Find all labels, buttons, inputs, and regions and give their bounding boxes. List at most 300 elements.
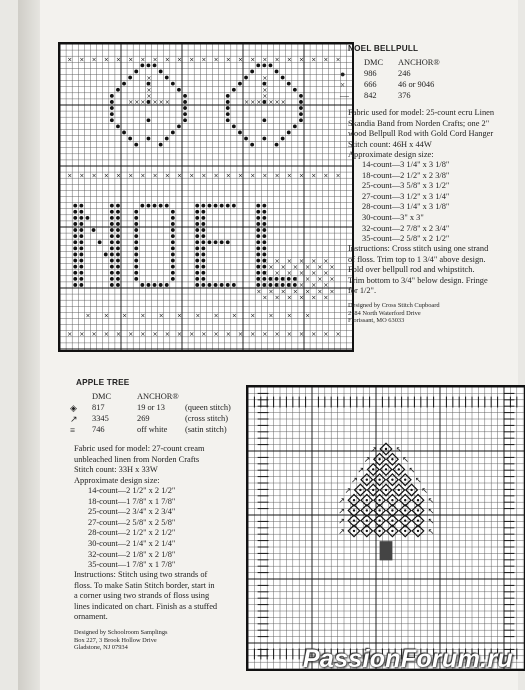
dot-symbol-icon: ● [340, 69, 346, 80]
size-line: 28-count—2 1/2" x 2 1/2" [88, 528, 176, 538]
cross-stitch: × [164, 99, 170, 107]
dot-stitch [73, 240, 77, 244]
dot-stitch [116, 222, 120, 226]
cross-stitch-arrow: ↖ [427, 496, 435, 506]
dot-stitch [250, 70, 254, 74]
queen-stitch-center [417, 499, 419, 501]
noel-title: NOEL BELLPULL [348, 44, 419, 53]
dot-stitch [299, 118, 303, 122]
queen-stitch-center [353, 499, 355, 501]
cross-stitch: × [91, 56, 97, 64]
dot-stitch [79, 277, 83, 281]
queen-stitch-center [391, 479, 393, 481]
dot-stitch [220, 204, 224, 208]
cross-stitch: × [323, 257, 329, 265]
cross-stitch: × [262, 331, 268, 338]
dot-stitch [134, 228, 138, 232]
cross-stitch: × [152, 99, 158, 107]
cross-stitch: × [298, 270, 305, 277]
cross-stitch: × [176, 172, 183, 180]
dot-stitch [159, 143, 163, 147]
dot-stitch [110, 222, 114, 226]
dot-stitch [238, 131, 242, 135]
cross-stitch: × [158, 312, 164, 320]
cross-stitch: × [335, 331, 341, 338]
instruction-line: lines indicated on chart. Finish as a stuffed [74, 601, 218, 611]
queen-stitch-center [366, 509, 368, 511]
dot-stitch [281, 137, 285, 141]
apple-legend [70, 392, 231, 436]
dot-stitch [201, 222, 205, 226]
dot-stitch [116, 283, 120, 287]
dot-stitch [110, 106, 114, 110]
credit-line: Designed by Cross Stitch Cupboard [348, 302, 440, 309]
dot-stitch [79, 283, 83, 287]
cross-stitch: × [268, 312, 274, 320]
dot-stitch [287, 82, 291, 86]
cross-stitch-arrow: ↗ [344, 485, 352, 495]
cross-stitch-arrow: ↗ [363, 455, 371, 465]
cross-stitch: × [268, 99, 274, 107]
dot-stitch [195, 271, 199, 275]
tree-trunk [380, 541, 393, 560]
dot-stitch [195, 240, 199, 244]
dot-stitch [79, 240, 83, 244]
grid-lines [60, 44, 352, 350]
dot-stitch [116, 228, 120, 232]
fabric-line: Fabric used for model: 25-count ecru Linen [348, 108, 495, 117]
dot-stitch [226, 118, 230, 122]
queen-stitch-center [372, 489, 374, 491]
dot-stitch [116, 234, 120, 238]
dot-stitch [201, 240, 205, 244]
dot-stitch [195, 277, 199, 281]
cross-stitch: × [231, 312, 237, 320]
cross-stitch: × [262, 99, 268, 107]
apple-design-sizes [74, 486, 175, 571]
queen-stitch-center [385, 448, 387, 450]
size-line: 25-count—3 5/8" x 3 1/2" [362, 181, 450, 191]
dot-stitch [79, 210, 83, 214]
dot-stitch [183, 94, 187, 98]
cross-stitch-arrow: ↖ [402, 455, 409, 465]
noel-design-sizes [348, 160, 449, 245]
cross-stitch: × [274, 99, 280, 107]
cross-stitch: × [140, 331, 146, 338]
cross-stitch: × [201, 56, 207, 64]
dot-stitch [171, 131, 175, 135]
dot-stitch [128, 137, 132, 141]
dot-stitch [256, 259, 260, 263]
legend-note: (cross stitch) [185, 414, 229, 424]
dot-stitch [195, 246, 199, 250]
legend-anchor: off white [137, 425, 168, 435]
dot-stitch [171, 82, 175, 86]
cross-stitch: × [213, 172, 219, 180]
cross-stitch: × [176, 312, 183, 320]
queen-stitch-center [417, 530, 419, 532]
dot-stitch [134, 246, 138, 250]
cross-stitch: × [146, 93, 152, 101]
cross-stitch: × [164, 172, 170, 180]
cross-stitch: × [256, 288, 262, 296]
dot-stitch [269, 283, 273, 287]
dot-stitch [208, 240, 212, 244]
dot-stitch [73, 234, 77, 238]
cross-stitch: × [140, 172, 146, 180]
dot-stitch [134, 143, 138, 147]
dot-stitch [110, 253, 114, 257]
dot-stitch [275, 277, 279, 281]
cross-stitch-arrow: ↖ [427, 506, 435, 516]
legend-anchor: 19 or 13 [137, 403, 165, 413]
queen-stitch-center [391, 499, 393, 501]
dot-stitch [226, 204, 230, 208]
dot-stitch [116, 277, 120, 281]
credit-line: Designed by Schoolroom Samplings [74, 629, 168, 636]
cross-stitch: × [305, 263, 311, 271]
dot-stitch [79, 253, 83, 257]
instruction-line: ornament. [74, 612, 108, 622]
legend-dmc: 986 [364, 69, 377, 79]
cross-stitch: × [67, 331, 73, 338]
dot-stitch [134, 265, 138, 269]
dot-stitch [165, 137, 169, 141]
dot-stitch [244, 137, 248, 141]
dot-stitch [134, 271, 138, 275]
size-line: 28-count—3 1/4" x 3 1/8" [362, 202, 450, 212]
cross-stitch: × [286, 172, 292, 180]
cross-stitch: × [323, 294, 329, 302]
cross-stitch: × [329, 263, 335, 271]
dot-stitch [256, 204, 260, 208]
cross-stitch: × [286, 312, 292, 320]
dot-stitch [134, 277, 138, 281]
cross-stitch: × [274, 270, 280, 277]
dot-stitch [299, 106, 303, 110]
dot-stitch [110, 277, 114, 281]
dot-stitch [73, 216, 77, 220]
dot-stitch [201, 228, 205, 232]
cross-stitch: × [335, 56, 341, 64]
queen-stitch-center [391, 519, 393, 521]
dot-stitch [287, 277, 291, 281]
apple-instructions [74, 570, 217, 623]
queen-stitch-center [372, 468, 374, 470]
dot-stitch [171, 253, 175, 257]
size-line: 32-count—2 1/8" x 2 1/8" [88, 549, 176, 559]
cross-stitch: × [140, 99, 146, 107]
dot-stitch [262, 210, 266, 214]
dot-stitch [122, 131, 126, 135]
dot-stitch [275, 143, 279, 147]
dot-stitch [140, 283, 144, 287]
size-line: 25-count—2 3/4" x 2 3/4" [88, 507, 176, 517]
dot-stitch [110, 210, 114, 214]
dot-stitch [256, 228, 260, 232]
dot-stitch [79, 222, 83, 226]
instruction-line: Instructions: Cross stitch using one strand [348, 244, 489, 253]
queen-stitch-center [398, 489, 400, 491]
cross-stitch: × [305, 312, 311, 320]
size-line: 30-count—2 1/4" x 2 1/4" [88, 538, 176, 548]
queen-stitch-center [391, 509, 393, 511]
dot-stitch [250, 143, 254, 147]
cross-stitch: × [262, 74, 268, 82]
cross-stitch: × [213, 312, 219, 320]
dot-stitch [159, 70, 163, 74]
cross-stitch: × [250, 312, 256, 320]
queen-stitch-center [353, 509, 355, 511]
credit-line: Florissant, MO 63033 [348, 317, 405, 325]
cross-stitch: × [323, 172, 329, 180]
cross-stitch-arrow: ↗ [357, 465, 365, 475]
legend-header-anchor: ANCHOR® [398, 58, 440, 68]
fabric-line: Fabric used for model: 27-count cream [74, 444, 205, 453]
cross-stitch: × [122, 312, 128, 320]
cross-stitch: × [189, 331, 195, 338]
queen-stitch-center [378, 509, 380, 511]
queen-stitch-center [366, 519, 368, 521]
legend-dmc: 842 [364, 91, 377, 101]
dot-stitch [147, 283, 151, 287]
cross-stitch: × [115, 172, 122, 180]
cross-stitch: × [91, 331, 97, 338]
dot-stitch [195, 222, 199, 226]
size-line: 30-count—3" x 3" [362, 212, 424, 222]
dot-stitch [73, 283, 77, 287]
cross-stitch: × [140, 56, 146, 64]
dot-stitch [299, 100, 303, 104]
cross-stitch: × [280, 288, 286, 296]
dot-stitch [165, 76, 169, 80]
legend-dmc: 817 [92, 403, 105, 413]
dot-stitch [110, 228, 114, 232]
cross-stitch: × [305, 276, 311, 284]
dot-stitch [79, 216, 83, 220]
cross-stitch: × [189, 56, 195, 64]
queen-stitch-center [385, 489, 387, 491]
cross-stitch: × [286, 331, 292, 338]
cross-stitch: × [250, 56, 256, 64]
size-line: 18-count—2 1/2" x 2 3/8" [362, 170, 450, 180]
instruction-line: floss. To make Satin Stitch border, start in [74, 580, 215, 590]
dot-stitch [116, 259, 120, 263]
cross-stitch: × [262, 56, 268, 64]
dot-stitch [201, 246, 205, 250]
dot-stitch [79, 228, 83, 232]
dot-stitch [153, 204, 157, 208]
cross-stitch: × [286, 257, 292, 265]
cross-stitch: × [292, 276, 298, 284]
cross-stitch: × [274, 331, 280, 338]
legend-header-dmc: DMC [92, 392, 112, 402]
cross-stitch: × [134, 99, 140, 107]
noel-bellpull-chart [58, 42, 354, 352]
dot-stitch [140, 204, 144, 208]
dot-stitch [159, 204, 163, 208]
dot-stitch [73, 259, 77, 263]
dot-stitch [153, 63, 157, 67]
cross-stitch: × [268, 263, 274, 271]
dot-stitch [195, 259, 199, 263]
dot-stitch [116, 265, 120, 269]
cross-stitch: × [274, 56, 280, 64]
cross-stitch: × [225, 56, 231, 64]
queen-stitch-center [378, 499, 380, 501]
dot-stitch [171, 222, 175, 226]
dot-stitch [226, 100, 230, 104]
cross-stitch: × [292, 288, 298, 296]
cross-stitch: × [311, 331, 317, 338]
cross-stitch: × [311, 270, 317, 277]
size-line: 18-count—1 7/8" x 1 7/8" [88, 496, 176, 506]
dot-stitch [110, 112, 114, 116]
dot-stitch [232, 88, 236, 92]
cross-stitch: × [237, 172, 244, 180]
dot-stitch [79, 265, 83, 269]
dot-stitch [238, 82, 242, 86]
apple-fabric-info [74, 444, 204, 486]
cross-stitch-arrow: ↖ [395, 445, 403, 454]
dot-stitch [171, 216, 175, 220]
instruction-line: for 1/2". [348, 286, 377, 296]
dot-stitch [171, 277, 175, 281]
cross-stitch: × [268, 276, 274, 284]
dot-stitch [171, 234, 175, 238]
dot-stitch [110, 259, 114, 263]
dot-stitch [256, 63, 260, 67]
dot-stitch [262, 137, 266, 141]
dot-stitch [232, 124, 236, 128]
dot-stitch [116, 204, 120, 208]
dot-stitch [110, 246, 114, 250]
cross-stitch: × [274, 282, 280, 290]
cross-stitch-arrow: ↖ [427, 516, 435, 526]
cross-stitch: × [158, 99, 164, 107]
queen-stitch-center [353, 530, 355, 532]
noel-instructions [348, 244, 488, 297]
cross-stitch: × [195, 312, 201, 320]
dot-stitch [110, 234, 114, 238]
dot-stitch [116, 271, 120, 275]
dot-stitch [110, 283, 114, 287]
dot-stitch [147, 137, 151, 141]
dot-stitch [232, 283, 236, 287]
dot-stitch [73, 246, 77, 250]
dot-stitch [201, 265, 205, 269]
queen-stitch-center [404, 519, 406, 521]
dot-stitch [201, 204, 205, 208]
dot-stitch [256, 283, 260, 287]
apple-tree-chart [246, 385, 525, 671]
cross-stitch: × [152, 331, 158, 338]
cross-stitch-arrow: ↖ [415, 475, 422, 485]
dot-stitch [299, 112, 303, 116]
dot-stitch [110, 216, 114, 220]
dot-stitch [159, 283, 163, 287]
cross-stitch: × [244, 99, 250, 107]
cross-stitch: × [67, 56, 73, 64]
instruction-line: of floss. Trim top to 1 3/4" above design. [348, 254, 486, 264]
legend-dmc: 666 [364, 80, 377, 90]
magazine-page [18, 0, 518, 690]
cross-stitch: × [152, 172, 158, 180]
dot-stitch [110, 100, 114, 104]
dot-stitch [226, 106, 230, 110]
cross-stitch: × [262, 282, 268, 290]
cross-stitch: × [128, 99, 134, 107]
dot-stitch [262, 253, 266, 257]
cross-stitch: × [262, 172, 268, 180]
dot-stitch [299, 94, 303, 98]
cross-stitch: × [91, 172, 97, 180]
cross-stitch: × [201, 172, 207, 180]
cross-stitch: × [323, 270, 329, 277]
satin-stitch-symbol-icon: ≡ [70, 425, 76, 436]
cross-stitch: × [262, 257, 268, 265]
cross-stitch: × [128, 56, 134, 64]
cross-stitch: × [103, 56, 109, 64]
dot-stitch [79, 271, 83, 275]
legend-header-anchor: ANCHOR® [137, 392, 179, 402]
dot-stitch [262, 246, 266, 250]
grid-lines [248, 387, 524, 669]
cross-stitch: × [250, 172, 256, 180]
noel-fabric-info [348, 108, 494, 161]
page-spine-shadow [18, 0, 40, 690]
cross-stitch: × [128, 331, 134, 338]
instruction-line: a corner using two strands of floss using [74, 591, 210, 601]
cross-stitch: × [79, 172, 85, 180]
credit-line: Gladstone, NJ 07934 [74, 644, 128, 652]
cross-stitch: × [225, 331, 231, 338]
dot-stitch [116, 124, 120, 128]
dot-stitch [262, 204, 266, 208]
dot-stitch [116, 253, 120, 257]
dot-stitch [256, 210, 260, 214]
queen-stitch-center [378, 458, 380, 460]
dot-stitch [195, 210, 199, 214]
legend-anchor: 269 [137, 414, 150, 424]
cross-stitch: × [115, 56, 122, 64]
cross-symbol-icon: × [340, 80, 346, 91]
size-line: 35-count—1 7/8" x 1 7/8" [88, 560, 176, 570]
dot-stitch [195, 253, 199, 257]
cross-stitch-arrow: ↗ [338, 516, 345, 526]
legend-anchor: 376 [398, 91, 411, 101]
cross-stitch-arrow: ↖ [408, 465, 416, 475]
queen-stitch-center [385, 468, 387, 470]
cross-stitch: × [152, 56, 158, 64]
queen-stitch-center [359, 489, 361, 491]
dot-stitch [183, 118, 187, 122]
dot-stitch [177, 88, 181, 92]
cross-stitch: × [280, 99, 286, 107]
dot-stitch [134, 253, 138, 257]
apple-designer-credit [74, 629, 168, 652]
cross-stitch-symbol-icon: ↗ [70, 414, 78, 425]
dot-stitch [183, 112, 187, 116]
size-line: 27-count—3 1/2" x 3 1/4" [362, 191, 450, 201]
dot-stitch [79, 259, 83, 263]
dot-stitch [110, 118, 114, 122]
dot-stitch [171, 259, 175, 263]
cross-stitch: × [298, 172, 305, 180]
cross-stitch: × [262, 294, 268, 302]
queen-stitch-center [366, 499, 368, 501]
dot-stitch [262, 277, 266, 281]
